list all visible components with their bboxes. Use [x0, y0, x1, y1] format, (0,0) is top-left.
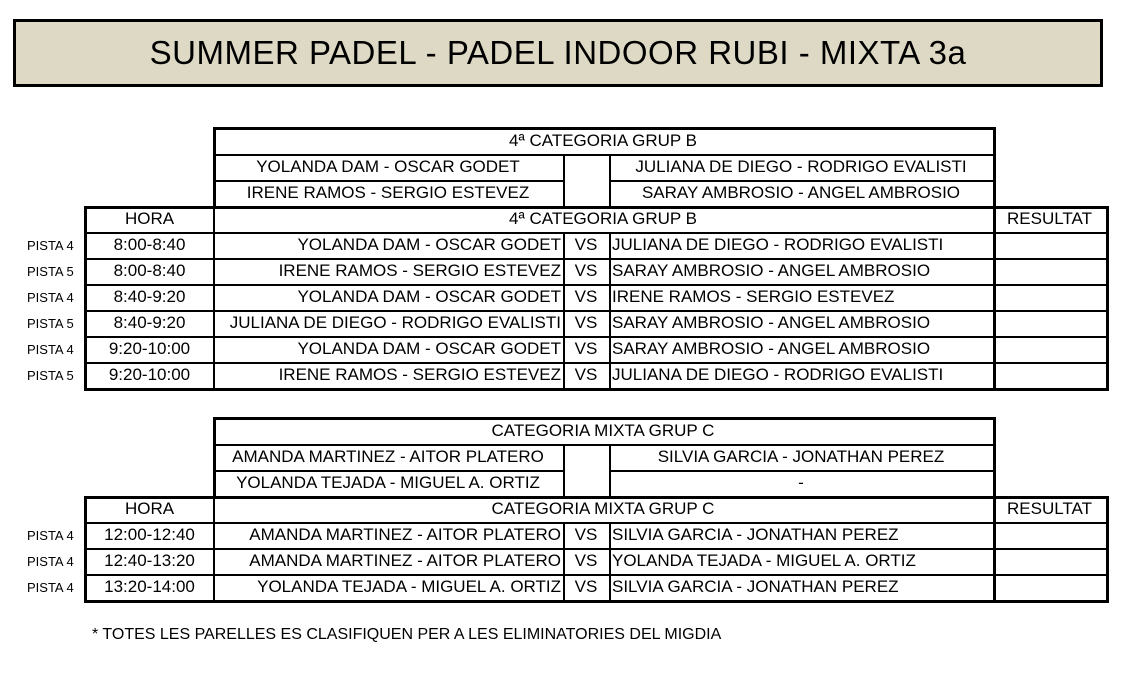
pair-right: SARAY AMBROSIO - ANGEL AMBROSIO	[641, 183, 961, 202]
match-vs: VS	[574, 339, 598, 358]
table-border	[609, 154, 611, 206]
table-border	[993, 127, 996, 206]
table-border	[213, 417, 216, 496]
pista-label: PISTA 4	[27, 341, 74, 357]
table-border	[1106, 496, 1109, 603]
match-home-pair: AMANDA MARTINEZ - AITOR PLATERO	[249, 525, 561, 544]
pista-label: PISTA 4	[27, 289, 74, 305]
match-home-pair: YOLANDA TEJADA - MIGUEL A. ORTIZ	[257, 577, 561, 596]
match-home-pair: IRENE RAMOS - SERGIO ESTEVEZ	[278, 261, 561, 280]
row-divider	[84, 362, 1106, 364]
table-border	[84, 600, 1109, 603]
pair-right: SILVIA GARCIA - JONATHAN PEREZ	[657, 447, 945, 466]
match-vs: VS	[574, 235, 598, 254]
pair-right: -	[798, 473, 804, 492]
column-header-match: CATEGORIA MIXTA GRUP C	[491, 499, 715, 518]
row-divider	[84, 258, 1106, 260]
match-away-pair: SARAY AMBROSIO - ANGEL AMBROSIO	[612, 339, 931, 358]
table-border	[609, 444, 611, 496]
pair-left: AMANDA MARTINEZ - AITOR PLATERO	[232, 447, 544, 466]
pair-left: IRENE RAMOS - SERGIO ESTEVEZ	[246, 183, 530, 202]
table-border	[609, 180, 993, 182]
column-header-hora: HORA	[124, 499, 175, 518]
table-border	[609, 232, 611, 388]
match-time: 8:40-9:20	[113, 313, 186, 332]
table-border	[84, 496, 1109, 499]
pair-right: JULIANA DE DIEGO - RODRIGO EVALISTI	[635, 157, 967, 176]
match-home-pair: YOLANDA DAM - OSCAR GODET	[297, 235, 561, 254]
row-divider	[84, 336, 1106, 338]
column-header-resultat: RESULTAT	[1006, 209, 1092, 228]
table-border	[213, 127, 996, 130]
match-time: 9:20-10:00	[108, 365, 191, 384]
pista-label: PISTA 5	[27, 263, 74, 279]
table-border	[993, 417, 996, 496]
footnote: * TOTES LES PARELLES ES CLASIFIQUEN PER A LES ELIMINATORIES DEL MIGDIA	[92, 626, 722, 643]
table-border	[84, 388, 1109, 391]
table-border	[213, 154, 995, 156]
match-away-pair: JULIANA DE DIEGO - RODRIGO EVALISTI	[612, 365, 944, 384]
pair-left: YOLANDA DAM - OSCAR GODET	[256, 157, 520, 176]
match-time: 8:00-8:40	[113, 235, 186, 254]
table-border	[563, 444, 565, 496]
match-vs: VS	[574, 577, 598, 596]
match-home-pair: YOLANDA DAM - OSCAR GODET	[297, 339, 561, 358]
column-header-hora: HORA	[124, 209, 175, 228]
table-border	[84, 206, 87, 391]
table-border	[84, 496, 87, 603]
match-away-pair: SARAY AMBROSIO - ANGEL AMBROSIO	[612, 313, 931, 332]
match-time: 12:00-12:40	[104, 525, 195, 544]
match-time: 8:00-8:40	[113, 261, 186, 280]
table-border	[993, 496, 996, 600]
match-vs: VS	[574, 287, 598, 306]
table-border	[213, 180, 563, 182]
pista-label: PISTA 5	[27, 367, 74, 383]
match-home-pair: AMANDA MARTINEZ - AITOR PLATERO	[249, 551, 561, 570]
table-border	[84, 206, 1109, 209]
match-time: 13:20-14:00	[104, 577, 195, 596]
table-border	[213, 444, 995, 446]
match-home-pair: JULIANA DE DIEGO - RODRIGO EVALISTI	[229, 313, 561, 332]
row-divider	[84, 574, 1106, 576]
match-away-pair: IRENE RAMOS - SERGIO ESTEVEZ	[612, 287, 895, 306]
match-vs: VS	[574, 525, 598, 544]
pista-label: PISTA 4	[27, 553, 74, 569]
column-header-resultat: RESULTAT	[1006, 499, 1092, 518]
match-vs: VS	[574, 261, 598, 280]
row-divider	[84, 284, 1106, 286]
table-border	[213, 470, 563, 472]
table-border	[213, 127, 216, 206]
table-border	[993, 206, 996, 388]
match-vs: VS	[574, 313, 598, 332]
table-border	[563, 522, 565, 600]
pista-label: PISTA 4	[27, 579, 74, 595]
group-header: 4ª CATEGORIA GRUP B	[509, 130, 697, 150]
match-home-pair: IRENE RAMOS - SERGIO ESTEVEZ	[278, 365, 561, 384]
match-away-pair: YOLANDA TEJADA - MIGUEL A. ORTIZ	[612, 551, 916, 570]
table-border	[1106, 206, 1109, 391]
row-divider	[84, 548, 1106, 550]
pista-label: PISTA 4	[27, 237, 74, 253]
row-divider	[84, 310, 1106, 312]
match-home-pair: YOLANDA DAM - OSCAR GODET	[297, 287, 561, 306]
table-border	[213, 496, 215, 600]
match-time: 8:40-9:20	[113, 287, 186, 306]
match-away-pair: JULIANA DE DIEGO - RODRIGO EVALISTI	[612, 235, 944, 254]
table-border	[563, 232, 565, 388]
match-vs: VS	[574, 551, 598, 570]
group-header: CATEGORIA MIXTA GRUP C	[491, 420, 715, 440]
match-away-pair: SILVIA GARCIA - JONATHAN PEREZ	[612, 525, 899, 544]
table-border	[84, 522, 1109, 524]
page-title: SUMMER PADEL - PADEL INDOOR RUBI - MIXTA 3a	[13, 19, 1103, 87]
table-border	[609, 522, 611, 600]
match-time: 9:20-10:00	[108, 339, 191, 358]
pair-left: YOLANDA TEJADA - MIGUEL A. ORTIZ	[236, 473, 540, 492]
pista-label: PISTA 5	[27, 315, 74, 331]
table-border	[84, 232, 1109, 234]
pista-label: PISTA 4	[27, 527, 74, 543]
table-border	[563, 154, 565, 206]
match-away-pair: SILVIA GARCIA - JONATHAN PEREZ	[612, 577, 899, 596]
column-header-match: 4ª CATEGORIA GRUP B	[509, 209, 697, 228]
table-border	[213, 206, 215, 388]
match-time: 12:40-13:20	[104, 551, 195, 570]
match-away-pair: SARAY AMBROSIO - ANGEL AMBROSIO	[612, 261, 931, 280]
match-vs: VS	[574, 365, 598, 384]
table-border	[609, 470, 993, 472]
table-border	[213, 417, 996, 420]
